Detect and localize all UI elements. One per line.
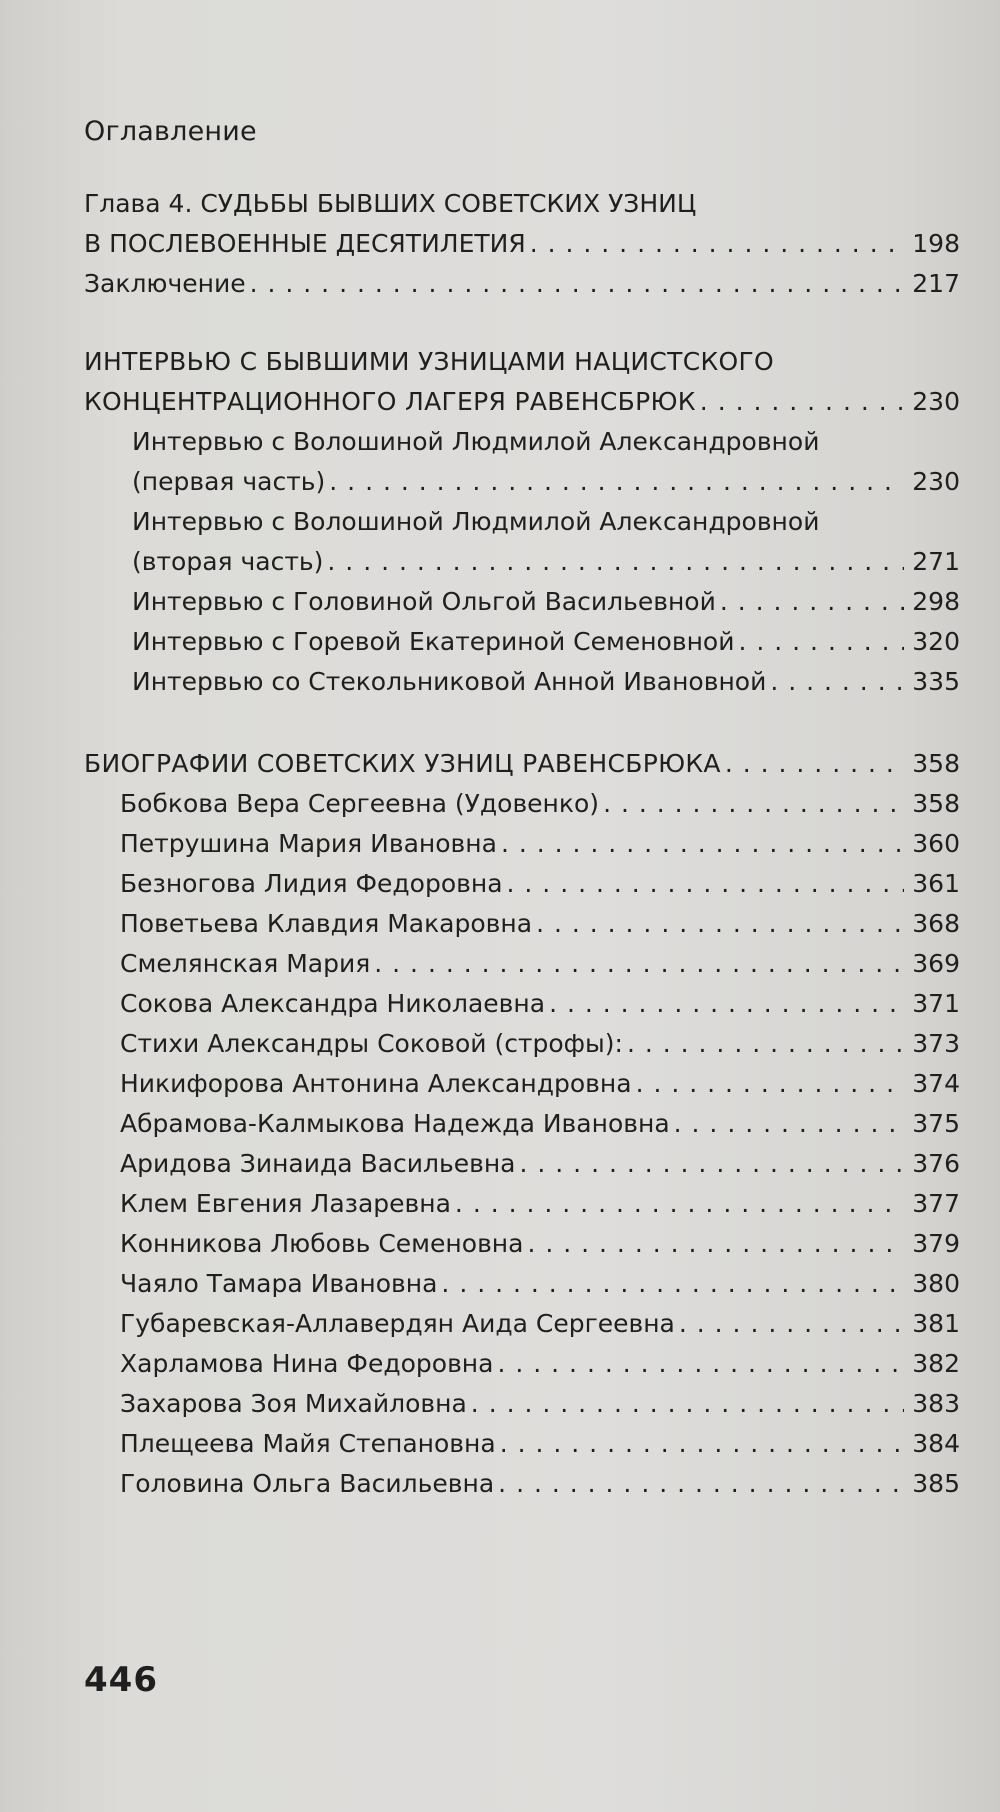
toc-entry-interview-voloshina-1 <box>84 422 960 502</box>
toc-entry-biography <box>84 1384 960 1424</box>
toc-page-number: 375 <box>912 1109 960 1138</box>
toc-page-number: 373 <box>912 1029 960 1058</box>
toc-entry-title: Абрамова-Калмыкова Надежда Ивановна <box>120 1109 670 1138</box>
dot-leader <box>627 1024 904 1064</box>
dot-leader <box>679 1304 904 1344</box>
dot-leader <box>498 1464 904 1504</box>
toc-page-number: 230 <box>912 387 960 416</box>
toc-entry-biography <box>84 864 960 904</box>
toc-page-number: 377 <box>912 1189 960 1218</box>
toc-entry-interview-golovina <box>84 582 960 622</box>
toc-page-number: 217 <box>912 269 960 298</box>
toc-entry-biography <box>84 1064 960 1104</box>
dot-leader <box>507 864 905 904</box>
toc-page-number: 271 <box>912 547 960 576</box>
toc-line <box>120 1384 960 1424</box>
toc-entry-title: БИОГРАФИИ СОВЕТСКИХ УЗНИЦ РАВЕНСБРЮКА <box>84 749 721 778</box>
toc-entry-title: Интервью с Головиной Ольгой Васильевной <box>132 587 716 616</box>
toc-entry-biography <box>84 1464 960 1504</box>
dot-leader <box>500 1424 905 1464</box>
toc-line <box>132 462 960 502</box>
toc-entry-biography <box>84 1104 960 1144</box>
toc-entry-title: Бобкова Вера Сергеевна (Удовенко) <box>120 789 600 818</box>
toc-page-number: 374 <box>912 1069 960 1098</box>
dot-leader <box>603 784 904 824</box>
dot-leader <box>720 582 904 622</box>
toc-line <box>120 1344 960 1384</box>
toc-line <box>120 864 960 904</box>
dot-leader <box>530 224 905 264</box>
toc-entry-biography <box>84 784 960 824</box>
dot-leader <box>536 904 904 944</box>
dot-leader <box>455 1184 904 1224</box>
toc-line <box>120 944 960 984</box>
toc-line <box>132 662 960 702</box>
toc-page-number: 380 <box>912 1269 960 1298</box>
toc-line <box>120 1064 960 1104</box>
toc-entry-title: Интервью с Горевой Екатериной Семеновной <box>132 627 735 656</box>
toc-entry-title: (вторая часть) <box>132 547 324 576</box>
toc-page-number: 383 <box>912 1389 960 1418</box>
toc-page-number: 376 <box>912 1149 960 1178</box>
toc-line <box>120 824 960 864</box>
toc-page-number: 381 <box>912 1309 960 1338</box>
toc-entry-title: Конникова Любовь Семеновна <box>120 1229 524 1258</box>
toc-entry-interviews-section <box>84 342 960 422</box>
toc-line <box>120 1304 960 1344</box>
toc-entry-biography <box>84 984 960 1024</box>
toc-entry-title: (первая часть) <box>132 467 326 496</box>
toc-entry-title: Сокова Александра Николаевна <box>120 989 546 1018</box>
toc-entry-biography <box>84 944 960 984</box>
book-page <box>84 0 960 1812</box>
dot-leader <box>738 622 904 662</box>
toc-entry-title: Петрушина Мария Ивановна <box>120 829 497 858</box>
toc-line <box>120 1104 960 1144</box>
page-number: 446 <box>84 1660 158 1700</box>
toc-entry-biographies-section <box>84 744 960 784</box>
toc-line <box>84 744 960 784</box>
toc-page-number: 320 <box>912 627 960 656</box>
toc-entry-title: В ПОСЛЕВОЕННЫЕ ДЕСЯТИЛЕТИЯ <box>84 229 526 258</box>
toc-entry-title: КОНЦЕНТРАЦИОННОГО ЛАГЕРЯ РАВЕНСБРЮК <box>84 387 696 416</box>
toc-line <box>120 1424 960 1464</box>
toc-page-number: 298 <box>912 587 960 616</box>
toc-entry-title: Плещеева Майя Степановна <box>120 1429 496 1458</box>
toc-page-number: 198 <box>912 229 960 258</box>
toc-entry-chapter-4 <box>84 184 960 264</box>
toc-entry-biography <box>84 1224 960 1264</box>
toc-line <box>84 342 960 382</box>
toc-page-number: 360 <box>912 829 960 858</box>
toc-line <box>120 1264 960 1304</box>
toc-entry-title: Смелянская Мария <box>120 949 371 978</box>
toc-entry-biography <box>84 824 960 864</box>
toc-page-number: 335 <box>912 667 960 696</box>
dot-leader <box>441 1264 904 1304</box>
dot-leader <box>471 1384 904 1424</box>
toc-entry-title: Захарова Зоя Михайловна <box>120 1389 467 1418</box>
toc-entry-biography <box>84 1184 960 1224</box>
toc-page-number: 358 <box>912 749 960 778</box>
toc-entry-title: Головина Ольга Васильевна <box>120 1469 495 1498</box>
toc-page-number: 230 <box>912 467 960 496</box>
dot-leader <box>329 462 904 502</box>
toc-line <box>132 622 960 662</box>
dot-leader <box>549 984 904 1024</box>
toc-line <box>120 904 960 944</box>
toc-line <box>84 184 960 224</box>
dot-leader <box>497 1344 904 1384</box>
toc-entry-interview-voloshina-2 <box>84 502 960 582</box>
toc-entry-title: Интервью со Стекольниковой Анной Ивановной <box>132 667 767 696</box>
dot-leader <box>527 1224 904 1264</box>
toc-page-number: 371 <box>912 989 960 1018</box>
dot-leader <box>520 1144 905 1184</box>
toc-entry-title: Поветьева Клавдия Макаровна <box>120 909 533 938</box>
table-of-contents <box>84 184 960 1504</box>
toc-line <box>120 984 960 1024</box>
toc-entry-title: Интервью с Волошиной Людмилой Александровной <box>132 507 820 536</box>
toc-entry-biography <box>84 1144 960 1184</box>
toc-entry-biography <box>84 1424 960 1464</box>
toc-page-number: 385 <box>912 1469 960 1498</box>
toc-line <box>132 422 960 462</box>
toc-line <box>132 542 960 582</box>
toc-page-number: 368 <box>912 909 960 938</box>
toc-line <box>132 502 960 542</box>
toc-entry-title: Интервью с Волошиной Людмилой Александровной <box>132 427 820 456</box>
toc-line <box>132 582 960 622</box>
toc-entry-biography <box>84 904 960 944</box>
toc-page-number: 384 <box>912 1429 960 1458</box>
toc-entry-biography <box>84 1024 960 1064</box>
toc-entry-title: Губаревская-Аллавердян Аида Сергеевна <box>120 1309 675 1338</box>
toc-entry-title: Харламова Нина Федоровна <box>120 1349 494 1378</box>
toc-line <box>120 1024 960 1064</box>
dot-leader <box>250 264 905 304</box>
running-head: Оглавление <box>84 116 257 147</box>
toc-page-number: 358 <box>912 789 960 818</box>
dot-leader <box>636 1064 905 1104</box>
toc-line <box>120 1464 960 1504</box>
toc-entry-title: Чаяло Тамара Ивановна <box>120 1269 438 1298</box>
toc-entry-title: ИНТЕРВЬЮ С БЫВШИМИ УЗНИЦАМИ НАЦИСТСКОГО <box>84 347 775 376</box>
toc-entry-interview-goreva <box>84 622 960 662</box>
toc-line <box>120 784 960 824</box>
toc-entry-title: Глава 4. СУДЬБЫ БЫВШИХ СОВЕТСКИХ УЗНИЦ <box>84 189 697 218</box>
dot-leader <box>770 662 904 702</box>
dot-leader <box>327 542 904 582</box>
toc-entry-biography <box>84 1264 960 1304</box>
toc-page-number: 382 <box>912 1349 960 1378</box>
toc-page-number: 361 <box>912 869 960 898</box>
dot-leader <box>700 382 904 422</box>
toc-page-number: 379 <box>912 1229 960 1258</box>
dot-leader <box>501 824 904 864</box>
toc-entry-title: Безногова Лидия Федоровна <box>120 869 503 898</box>
toc-line <box>120 1144 960 1184</box>
toc-page-number: 369 <box>912 949 960 978</box>
toc-entry-title: Клем Евгения Лазаревна <box>120 1189 451 1218</box>
toc-entry-conclusion <box>84 264 960 304</box>
dot-leader <box>674 1104 905 1144</box>
toc-line <box>84 264 960 304</box>
dot-leader <box>374 944 904 984</box>
toc-entry-biography <box>84 1344 960 1384</box>
toc-line <box>120 1184 960 1224</box>
toc-entry-interview-stekolnikova <box>84 662 960 702</box>
toc-entry-biography <box>84 1304 960 1344</box>
toc-entry-title: Никифорова Антонина Александровна <box>120 1069 632 1098</box>
toc-line <box>84 382 960 422</box>
toc-line <box>120 1224 960 1264</box>
dot-leader <box>725 744 904 784</box>
toc-line <box>84 224 960 264</box>
toc-entry-title: Аридова Зинаида Васильевна <box>120 1149 516 1178</box>
toc-entry-title: Стихи Александры Соковой (строфы): <box>120 1029 623 1058</box>
toc-entry-title: Заключение <box>84 269 246 298</box>
